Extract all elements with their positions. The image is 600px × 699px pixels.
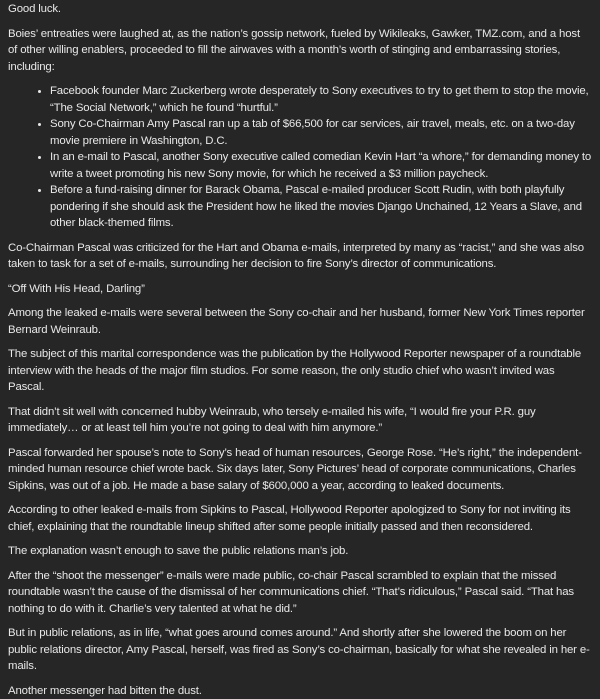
paragraph: The explanation wasn’t enough to save the public relations man’s job. <box>8 543 592 560</box>
paragraph: Pascal forwarded her spouse’s note to Sony’s head of human resources, George Rose. “He’s right,” the independent-minded human resource chief wrote back. Six days later, Sony Pictures’ head of corporate communications, Charles Sipkins, was out of a job. He made a base salary of $600,000 a year, according to leaked documents. <box>8 445 592 495</box>
paragraph: That didn’t sit well with concerned hubby Weinraub, who tersely e-mailed his wife, “I would fire your P.R. guy immediately… or at least tell him you’re not going to deal with him anymore.” <box>8 404 592 437</box>
section-heading: “Off With His Head, Darling” <box>8 281 592 298</box>
paragraph-intro: Boies’ entreaties were laughed at, as the nation’s gossip network, fueled by Wikileaks, Gawker, TMZ.com, and a host of other willing enablers, proceeded to fill the airwaves with a month’s worth of stinging and embarrassing stories, including: <box>8 26 592 76</box>
bullet-item: • Facebook founder Marc Zuckerberg wrote desperately to Sony executives to try to get them to stop the movie, “The Social Network,” which he found “hurtful.” <box>50 83 592 116</box>
bullet-item: • Sony Co-Chairman Amy Pascal ran up a tab of $66,500 for car services, air travel, meals, etc. on a two-day movie premiere in Washington, D.C. <box>50 116 592 149</box>
bullet-item: • Before a fund-raising dinner for Barack Obama, Pascal e-mailed producer Scott Rudin, with both playfully pondering if she should ask the President how he liked the movies Django Unchained, 12 Years a Slave, and other black-themed films. <box>50 182 592 232</box>
stories-bullet-list <box>8 83 592 232</box>
paragraph: After the “shoot the messenger” e-mails were made public, co-chair Pascal scrambled to explain that the missed roundtable wasn’t the cause of the dismissal of her communications chief. “That’s ridiculous,” Pascal said. “That has nothing to do with it. Charlie’s very talented at what he did.” <box>8 568 592 618</box>
paragraph: Co-Chairman Pascal was criticized for the Hart and Obama e-mails, interpreted by many as “racist,” and she was also taken to task for a set of e-mails, surrounding her decision to fire Sony’s director of communications. <box>8 240 592 273</box>
paragraph-closing: Another messenger had bitten the dust. <box>8 683 592 699</box>
paragraph: According to other leaked e-mails from Sipkins to Pascal, Hollywood Reporter apologized to Sony for not inviting its chief, explaining that the roundtable lineup shifted after some people initially passed and then reconsidered. <box>8 502 592 535</box>
paragraph: The subject of this marital correspondence was the publication by the Hollywood Reporter newspaper of a roundtable interview with the heads of the major film studios. For some reason, the only studio chief who wasn’t invited was Pascal. <box>8 346 592 396</box>
bullet-item: • In an e-mail to Pascal, another Sony executive called comedian Kevin Hart “a whore,” for demanding money to write a tweet promoting his new Sony movie, for which he received a $3 million paycheck. <box>50 149 592 182</box>
paragraph: Among the leaked e-mails were several between the Sony co-chair and her husband, former New York Times reporter Bernard Weinraub. <box>8 305 592 338</box>
paragraph: But in public relations, as in life, “what goes around comes around.” And shortly after she lowered the boom on her public relations director, Amy Pascal, herself, was fired as Sony’s co-chairman, basically for what she revealed in her e-mails. <box>8 625 592 675</box>
paragraph-good-luck: Good luck. <box>8 1 592 18</box>
